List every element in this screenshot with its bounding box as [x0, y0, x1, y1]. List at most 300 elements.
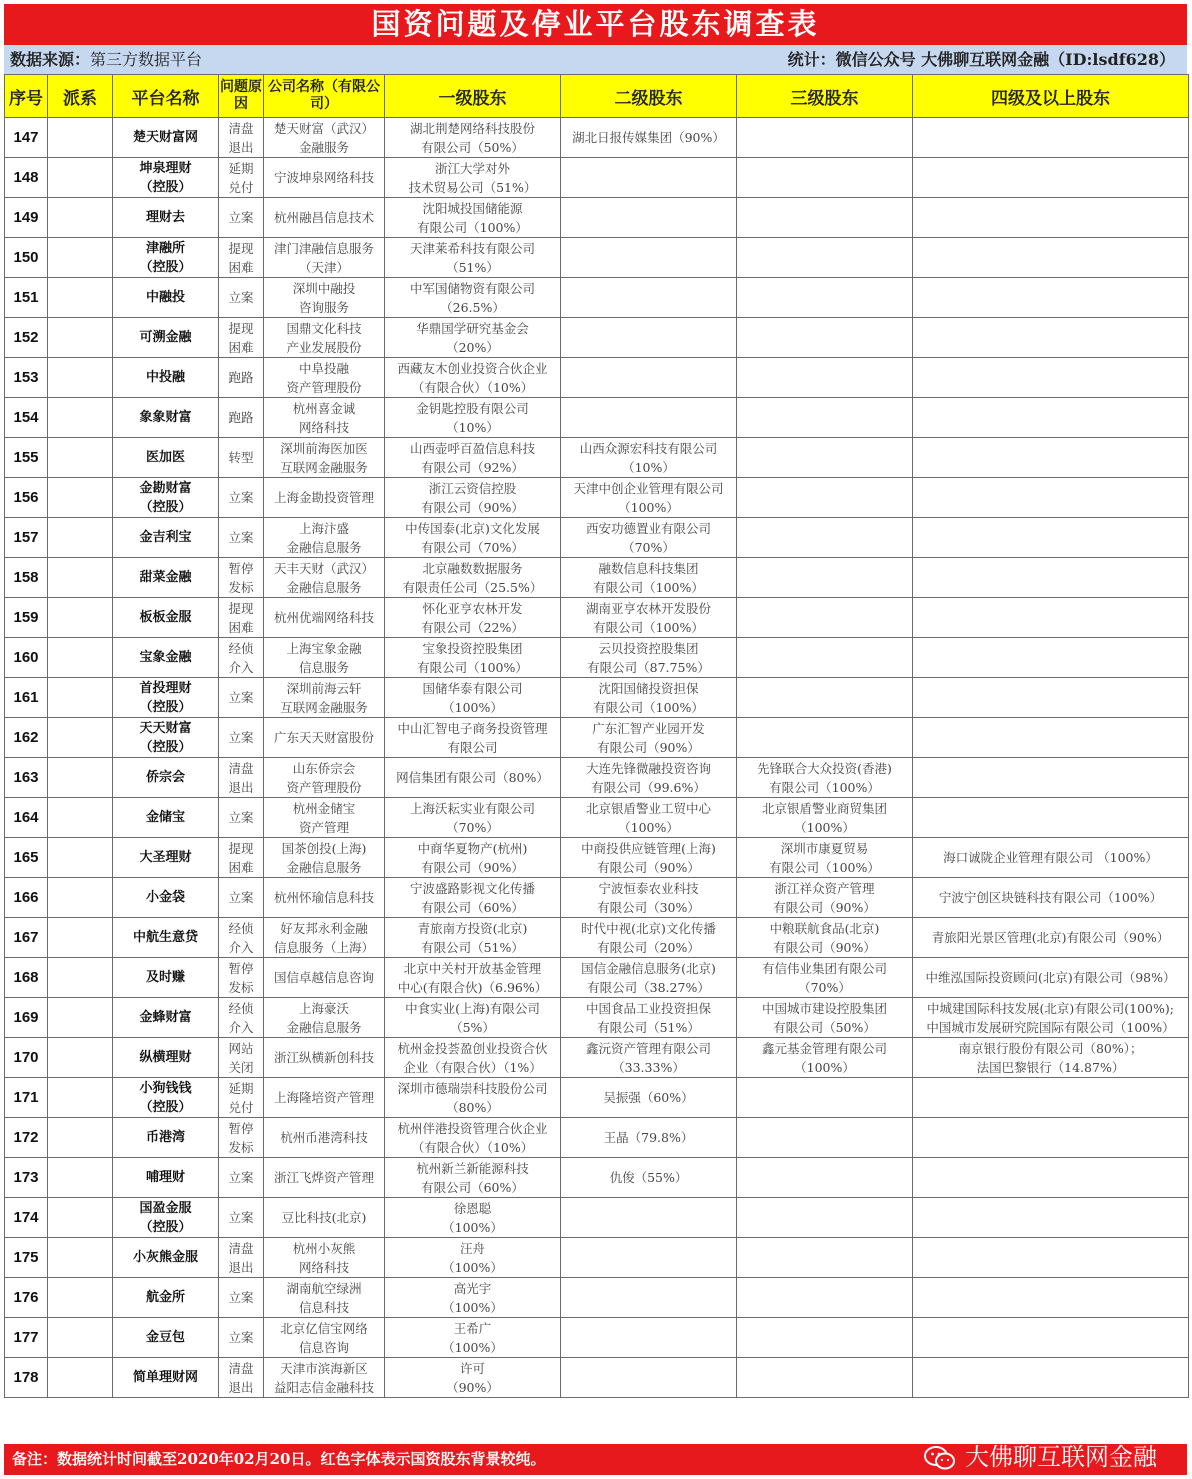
table-row: [5, 478, 1189, 518]
row-reason: 立案: [219, 798, 264, 838]
row-reason: 跑路: [219, 398, 264, 438]
table-row: [5, 278, 1189, 318]
row-seq: 163: [5, 758, 48, 798]
table-row: [5, 438, 1189, 478]
row-seq: 148: [5, 158, 48, 198]
row-level4: [913, 1158, 1189, 1198]
row-seq: 176: [5, 1278, 48, 1318]
row-level3: 北京银盾警业商贸集团 （100%）: [737, 798, 913, 838]
row-level3: [737, 638, 913, 678]
row-faction: [48, 1078, 113, 1118]
row-reason: 清盘 退出: [219, 118, 264, 158]
row-level3: [737, 478, 913, 518]
row-reason: 延期 兑付: [219, 158, 264, 198]
wechat-icon: [923, 1445, 957, 1471]
row-faction: [48, 438, 113, 478]
row-level3: [737, 238, 913, 278]
row-level1: 天津莱希科技有限公司 （51%）: [385, 238, 561, 278]
row-company: 深圳前海云轩 互联网金融服务: [264, 678, 385, 718]
row-reason: 延期 兑付: [219, 1078, 264, 1118]
row-faction: [48, 1118, 113, 1158]
row-company: 楚天财富（武汉） 金融服务: [264, 118, 385, 158]
row-reason: 提现 困难: [219, 318, 264, 358]
row-company: 深圳中融投 咨询服务: [264, 278, 385, 318]
row-level4: 中维泓国际投资顾问(北京)有限公司（98%）: [913, 958, 1189, 998]
table-row: [5, 1038, 1189, 1078]
row-company: 浙江纵横新创科技: [264, 1038, 385, 1078]
row-reason: 立案: [219, 278, 264, 318]
row-level2: 湖南亚亨农林开发股份 有限公司（100%）: [561, 598, 737, 638]
table-row: [5, 358, 1189, 398]
row-seq: 151: [5, 278, 48, 318]
row-level1: 华鼎国学研究基金会 （20%）: [385, 318, 561, 358]
row-seq: 165: [5, 838, 48, 878]
row-level1: 山西壶呼百盈信息科技 有限公司（92%）: [385, 438, 561, 478]
row-level3: 深圳市康夏贸易 有限公司（100%）: [737, 838, 913, 878]
row-level4: [913, 558, 1189, 598]
row-faction: [48, 558, 113, 598]
row-level4: [913, 638, 1189, 678]
row-level1: 杭州金投荟盈创业投资合伙 企业（有限合伙）（1%）: [385, 1038, 561, 1078]
row-level3: [737, 398, 913, 438]
row-platform-name: 币港湾: [113, 1118, 219, 1158]
footer-note: 备注：数据统计时间截至2020年02月20日。红色字体表示国资股东背景较纯。: [12, 1450, 546, 1468]
data-source-value: 第三方数据平台: [90, 50, 203, 69]
table-row: [5, 518, 1189, 558]
row-level4: [913, 518, 1189, 558]
row-company: 天丰天财（武汉） 金融信息服务: [264, 558, 385, 598]
row-level2: 大连先锋微融投资咨询 有限公司（99.6%）: [561, 758, 737, 798]
row-reason: 清盘 退出: [219, 758, 264, 798]
row-platform-name: 哺理财: [113, 1158, 219, 1198]
table-row: [5, 638, 1189, 678]
row-level4: [913, 278, 1189, 318]
data-source: [10, 45, 202, 74]
header-seq: 序号: [5, 75, 48, 118]
row-level3: [737, 158, 913, 198]
table-row: [5, 798, 1189, 838]
page-title: 国资问题及停业平台股东调查表: [4, 4, 1187, 45]
row-company: 上海宝象金融 信息服务: [264, 638, 385, 678]
row-level2: 北京银盾警业工贸中心 （100%）: [561, 798, 737, 838]
row-platform-name: 航金所: [113, 1278, 219, 1318]
row-level3: [737, 1198, 913, 1238]
table-row: [5, 158, 1189, 198]
header-level2: 二级股东: [561, 75, 737, 118]
header-level1: 一级股东: [385, 75, 561, 118]
row-level2: 国信金融信息服务(北京) 有限公司（38.27%）: [561, 958, 737, 998]
row-level3: [737, 1358, 913, 1398]
row-company: 国信卓越信息咨询: [264, 958, 385, 998]
row-company: 杭州喜金诚 网络科技: [264, 398, 385, 438]
row-level1: 王希广 （100%）: [385, 1318, 561, 1358]
row-reason: 网站 关闭: [219, 1038, 264, 1078]
row-level3: [737, 278, 913, 318]
header-faction: 派系: [48, 75, 113, 118]
row-faction: [48, 718, 113, 758]
row-level1: 青旅南方投资(北京) 有限公司（51%）: [385, 918, 561, 958]
row-platform-name: 金吉利宝: [113, 518, 219, 558]
header-platform: 平台名称: [113, 75, 219, 118]
header-level4: 四级及以上股东: [913, 75, 1189, 118]
row-platform-name: 象象财富: [113, 398, 219, 438]
row-level1: 西藏友木创业投资合伙企业 （有限合伙）（10%）: [385, 358, 561, 398]
row-faction: [48, 158, 113, 198]
row-faction: [48, 278, 113, 318]
row-faction: [48, 678, 113, 718]
row-seq: 166: [5, 878, 48, 918]
table-row: [5, 878, 1189, 918]
row-level1: 许可 （90%）: [385, 1358, 561, 1398]
table-row: [5, 838, 1189, 878]
row-faction: [48, 478, 113, 518]
table-row: [5, 958, 1189, 998]
row-company: 杭州融昌信息技术: [264, 198, 385, 238]
row-level2: 仇俊（55%）: [561, 1158, 737, 1198]
row-level1: 上海沃耘实业有限公司 （70%）: [385, 798, 561, 838]
brand-watermark: [923, 1442, 1157, 1473]
row-seq: 156: [5, 478, 48, 518]
row-level2: [561, 1318, 737, 1358]
row-reason: 暂停 发标: [219, 1118, 264, 1158]
row-platform-name: 楚天财富网: [113, 118, 219, 158]
table-row: [5, 118, 1189, 158]
row-reason: 转型: [219, 438, 264, 478]
row-level3: [737, 1158, 913, 1198]
row-seq: 161: [5, 678, 48, 718]
row-level3: 中粮联航食品(北京) 有限公司（90%）: [737, 918, 913, 958]
row-platform-name: 侨宗会: [113, 758, 219, 798]
row-reason: 提现 困难: [219, 598, 264, 638]
row-level1: 怀化亚亨农林开发 有限公司（22%）: [385, 598, 561, 638]
row-level1: 北京中关村开放基金管理 中心(有限合伙)（6.96%）: [385, 958, 561, 998]
row-level2: [561, 1238, 737, 1278]
row-faction: [48, 758, 113, 798]
row-company: 杭州金储宝 资产管理: [264, 798, 385, 838]
row-reason: 立案: [219, 478, 264, 518]
row-platform-name: 津融所 （控股）: [113, 238, 219, 278]
row-level1: 宁波盛路影视文化传播 有限公司（60%）: [385, 878, 561, 918]
row-level1: 中商华夏物产(杭州) 有限公司（90%）: [385, 838, 561, 878]
row-platform-name: 金勘财富 （控股）: [113, 478, 219, 518]
row-company: 天津市滨海新区 益阳志信金融科技: [264, 1358, 385, 1398]
row-level3: [737, 558, 913, 598]
table-row: [5, 198, 1189, 238]
row-seq: 173: [5, 1158, 48, 1198]
header-level3: 三级股东: [737, 75, 913, 118]
row-level1: 汪舟 （100%）: [385, 1238, 561, 1278]
row-seq: 178: [5, 1358, 48, 1398]
row-company: 山东侨宗会 资产管理股份: [264, 758, 385, 798]
row-level4: [913, 798, 1189, 838]
row-level2: 中商投供应链管理(上海) 有限公司（90%）: [561, 838, 737, 878]
row-reason: 立案: [219, 1318, 264, 1358]
row-level1: 湖北荆楚网络科技股份 有限公司（50%）: [385, 118, 561, 158]
row-level2: 西安功德置业有限公司 （70%）: [561, 518, 737, 558]
row-level2: 吴振强（60%）: [561, 1078, 737, 1118]
row-seq: 152: [5, 318, 48, 358]
row-level3: [737, 1118, 913, 1158]
row-level4: [913, 318, 1189, 358]
row-level1: 中山汇智电子商务投资管理 有限公司: [385, 718, 561, 758]
table-row: [5, 238, 1189, 278]
table-row: [5, 718, 1189, 758]
row-level2: [561, 1358, 737, 1398]
row-level3: [737, 198, 913, 238]
row-platform-name: 国盈金服 （控股）: [113, 1198, 219, 1238]
stats-credit: 统计：微信公众号 大佛聊互联网金融（ID:lsdf628）: [787, 50, 1175, 69]
row-platform-name: 宝象金融: [113, 638, 219, 678]
row-seq: 150: [5, 238, 48, 278]
row-level3: [737, 718, 913, 758]
row-level4: [913, 198, 1189, 238]
row-level2: 天津中创企业管理有限公司 （100%）: [561, 478, 737, 518]
row-seq: 175: [5, 1238, 48, 1278]
row-platform-name: 理财去: [113, 198, 219, 238]
row-faction: [48, 1278, 113, 1318]
row-faction: [48, 198, 113, 238]
row-faction: [48, 1318, 113, 1358]
row-level4: [913, 158, 1189, 198]
row-level3: [737, 598, 913, 638]
row-level1: 杭州伴港投资管理合伙企业 （有限合伙）（10%）: [385, 1118, 561, 1158]
row-platform-name: 中融投: [113, 278, 219, 318]
row-level3: 有信伟业集团有限公司 （70%）: [737, 958, 913, 998]
row-level1: 网信集团有限公司（80%）: [385, 758, 561, 798]
row-faction: [48, 998, 113, 1038]
row-reason: 立案: [219, 1278, 264, 1318]
row-level4: [913, 598, 1189, 638]
row-faction: [48, 878, 113, 918]
row-reason: 立案: [219, 678, 264, 718]
row-level2: 鑫沅资产管理有限公司 （33.33%）: [561, 1038, 737, 1078]
row-platform-name: 医加医: [113, 438, 219, 478]
row-seq: 162: [5, 718, 48, 758]
row-level1: 浙江云资信控股 有限公司（90%）: [385, 478, 561, 518]
row-level2: 宁波恒泰农业科技 有限公司（30%）: [561, 878, 737, 918]
row-company: 上海豪沃 金融信息服务: [264, 998, 385, 1038]
row-level4: [913, 1198, 1189, 1238]
row-platform-name: 首投理财 （控股）: [113, 678, 219, 718]
row-faction: [48, 238, 113, 278]
row-company: 宁波坤泉网络科技: [264, 158, 385, 198]
row-faction: [48, 798, 113, 838]
brand-name: 大佛聊互联网金融: [965, 1443, 1157, 1471]
row-level3: 鑫元基金管理有限公司 （100%）: [737, 1038, 913, 1078]
row-company: 好友邦永利金融 信息服务（上海）: [264, 918, 385, 958]
row-reason: 暂停 发标: [219, 958, 264, 998]
row-level2: 融数信息科技集团 有限公司（100%）: [561, 558, 737, 598]
table-row: [5, 1318, 1189, 1358]
row-level4: 南京银行股份有限公司（80%）； 法国巴黎银行（14.87%）: [913, 1038, 1189, 1078]
row-level4: [913, 398, 1189, 438]
data-source-label: 数据来源：: [10, 50, 91, 69]
row-platform-name: 简单理财网: [113, 1358, 219, 1398]
row-level3: [737, 678, 913, 718]
row-reason: 经侦 介入: [219, 638, 264, 678]
row-level3: [737, 1278, 913, 1318]
row-level4: [913, 1318, 1189, 1358]
row-level3: [737, 518, 913, 558]
row-level1: 深圳市德瑞崇科技股份公司 （80%）: [385, 1078, 561, 1118]
table-row: [5, 1078, 1189, 1118]
row-faction: [48, 1238, 113, 1278]
row-level1: 金钥匙控股有限公司 （10%）: [385, 398, 561, 438]
row-company: 上海金勘投资管理: [264, 478, 385, 518]
table-row: [5, 998, 1189, 1038]
row-level4: 宁波宁创区块链科技有限公司（100%）: [913, 878, 1189, 918]
row-reason: 立案: [219, 1198, 264, 1238]
row-seq: 160: [5, 638, 48, 678]
row-level4: [913, 758, 1189, 798]
row-reason: 跑路: [219, 358, 264, 398]
row-platform-name: 可溯金融: [113, 318, 219, 358]
row-reason: 立案: [219, 878, 264, 918]
row-level3: 浙江祥众资产管理 有限公司（90%）: [737, 878, 913, 918]
row-level1: 北京融数数据服务 有限责任公司（25.5%）: [385, 558, 561, 598]
row-reason: 经侦 介入: [219, 918, 264, 958]
row-faction: [48, 398, 113, 438]
row-seq: 172: [5, 1118, 48, 1158]
row-level1: 浙江大学对外 技术贸易公司（51%）: [385, 158, 561, 198]
row-platform-name: 坤泉理财 （控股）: [113, 158, 219, 198]
row-level2: [561, 358, 737, 398]
row-company: 国茶创投(上海) 金融信息服务: [264, 838, 385, 878]
row-faction: [48, 958, 113, 998]
row-reason: 提现 困难: [219, 238, 264, 278]
row-seq: 168: [5, 958, 48, 998]
row-faction: [48, 358, 113, 398]
row-company: 上海隆培资产管理: [264, 1078, 385, 1118]
row-level2: 中国食品工业投资担保 有限公司（51%）: [561, 998, 737, 1038]
row-level4: [913, 238, 1189, 278]
row-company: 中阜投融 资产管理股份: [264, 358, 385, 398]
table-row: [5, 678, 1189, 718]
row-level4: [913, 1118, 1189, 1158]
row-level3: 中国城市建设控股集团 有限公司（50%）: [737, 998, 913, 1038]
row-platform-name: 金储宝: [113, 798, 219, 838]
row-reason: 立案: [219, 1158, 264, 1198]
row-seq: 158: [5, 558, 48, 598]
row-level4: 海口诚陇企业管理有限公司 （100%）: [913, 838, 1189, 878]
row-level2: [561, 278, 737, 318]
row-level1: 杭州新兰新能源科技 有限公司（60%）: [385, 1158, 561, 1198]
row-level1: 中传国泰(北京)文化发展 有限公司（70%）: [385, 518, 561, 558]
table-row: [5, 1158, 1189, 1198]
row-reason: 立案: [219, 518, 264, 558]
row-level4: [913, 118, 1189, 158]
row-reason: 立案: [219, 198, 264, 238]
row-faction: [48, 918, 113, 958]
row-seq: 159: [5, 598, 48, 638]
header-row: [5, 75, 1189, 118]
row-platform-name: 金豆包: [113, 1318, 219, 1358]
row-company: 湖南航空绿洲 信息科技: [264, 1278, 385, 1318]
row-level4: 青旅阳光景区管理(北京)有限公司（90%）: [913, 918, 1189, 958]
row-platform-name: 小狗钱钱 （控股）: [113, 1078, 219, 1118]
footer-bar: [4, 1444, 1187, 1475]
row-platform-name: 中投融: [113, 358, 219, 398]
row-company: 豆比科技(北京): [264, 1198, 385, 1238]
row-faction: [48, 1198, 113, 1238]
row-level2: [561, 1278, 737, 1318]
row-seq: 149: [5, 198, 48, 238]
row-level4: [913, 478, 1189, 518]
row-level2: 湖北日报传媒集团（90%）: [561, 118, 737, 158]
row-level2: 沈阳国储投资担保 有限公司（100%）: [561, 678, 737, 718]
row-seq: 177: [5, 1318, 48, 1358]
row-platform-name: 金蜂财富: [113, 998, 219, 1038]
row-level2: [561, 318, 737, 358]
table-row: [5, 1238, 1189, 1278]
row-seq: 154: [5, 398, 48, 438]
row-seq: 155: [5, 438, 48, 478]
row-faction: [48, 518, 113, 558]
row-level3: [737, 118, 913, 158]
row-seq: 170: [5, 1038, 48, 1078]
row-platform-name: 天天财富 （控股）: [113, 718, 219, 758]
row-level4: [913, 1278, 1189, 1318]
row-reason: 暂停 发标: [219, 558, 264, 598]
row-company: 津门津融信息服务 （天津）: [264, 238, 385, 278]
row-platform-name: 小灰熊金服: [113, 1238, 219, 1278]
header-reason: 问题原因: [219, 75, 264, 118]
row-faction: [48, 838, 113, 878]
row-faction: [48, 1358, 113, 1398]
row-faction: [48, 598, 113, 638]
row-level1: 国储华泰有限公司 （100%）: [385, 678, 561, 718]
row-level3: [737, 318, 913, 358]
row-level3: [737, 1318, 913, 1358]
row-seq: 164: [5, 798, 48, 838]
row-level2: [561, 1198, 737, 1238]
row-platform-name: 中航生意贷: [113, 918, 219, 958]
table-row: [5, 1198, 1189, 1238]
row-level3: [737, 438, 913, 478]
row-level2: 山西众源宏科技有限公司 （10%）: [561, 438, 737, 478]
row-level1: 高光宇 （100%）: [385, 1278, 561, 1318]
header-company: 公司名称（有限公司）: [264, 75, 385, 118]
table-row: [5, 1358, 1189, 1398]
row-level1: 中食实业(上海)有限公司 （5%）: [385, 998, 561, 1038]
row-level2: [561, 198, 737, 238]
row-faction: [48, 1158, 113, 1198]
row-company: 深圳前海医加医 互联网金融服务: [264, 438, 385, 478]
row-level2: 广东汇智产业园开发 有限公司（90%）: [561, 718, 737, 758]
table-row: [5, 1118, 1189, 1158]
table-row: [5, 558, 1189, 598]
row-level4: [913, 358, 1189, 398]
row-level3: [737, 1238, 913, 1278]
row-level3: 先锋联合大众投资(香港) 有限公司（100%）: [737, 758, 913, 798]
row-level4: [913, 1078, 1189, 1118]
row-level4: [913, 1358, 1189, 1398]
row-level4: [913, 678, 1189, 718]
row-level1: 中军国储物资有限公司 （26.5%）: [385, 278, 561, 318]
row-platform-name: 大圣理财: [113, 838, 219, 878]
row-level4: [913, 1238, 1189, 1278]
row-company: 杭州怀瑜信息科技: [264, 878, 385, 918]
row-reason: 清盘 退出: [219, 1238, 264, 1278]
row-level3: [737, 1078, 913, 1118]
row-faction: [48, 1038, 113, 1078]
row-level2: 王晶（79.8%）: [561, 1118, 737, 1158]
row-seq: 157: [5, 518, 48, 558]
table-row: [5, 318, 1189, 358]
row-seq: 167: [5, 918, 48, 958]
row-platform-name: 甜菜金融: [113, 558, 219, 598]
row-level2: [561, 238, 737, 278]
